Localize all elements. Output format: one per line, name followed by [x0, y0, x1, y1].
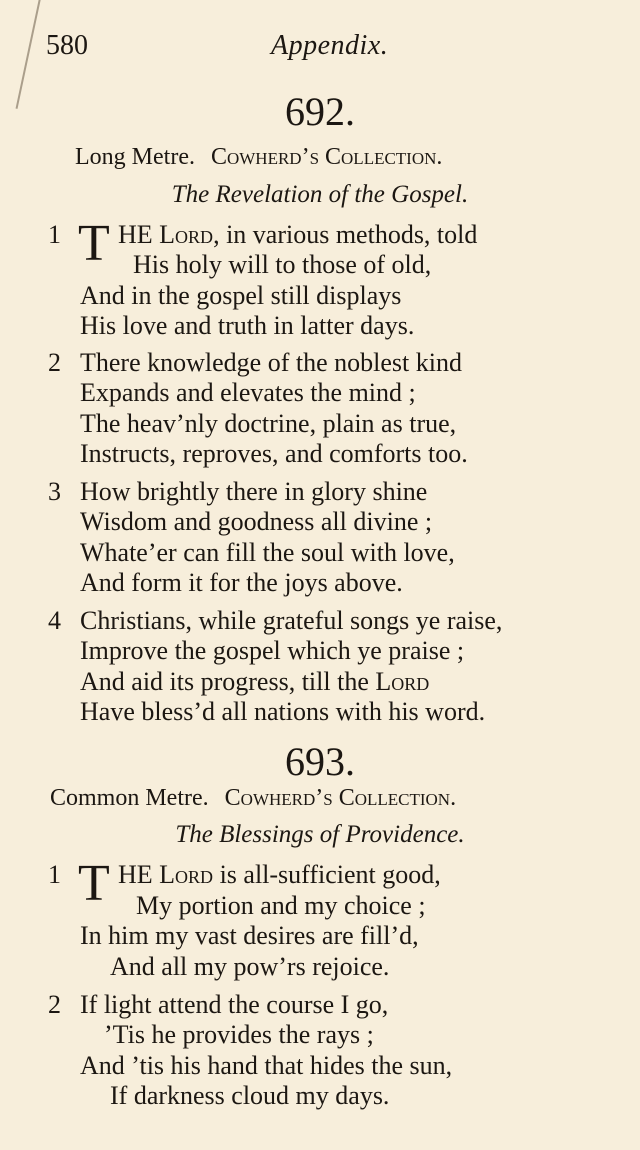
hymn-title: The Blessings of Providence.	[175, 821, 465, 848]
collection-name: Cowherd’s Collection.	[210, 144, 443, 170]
stanza-number: 3	[48, 477, 61, 506]
stanza-line: And ’tis his hand that hides the sun,	[80, 1051, 453, 1080]
stanza-line: Wisdom and goodness all divine ;	[80, 507, 433, 536]
stanza-line: Improve the gospel which ye praise ;	[80, 636, 465, 665]
page-number: 580	[46, 30, 88, 61]
small-caps-word: Lord	[159, 220, 214, 249]
stanza-number: 2	[48, 348, 61, 377]
hymn-number: 692.	[285, 89, 355, 134]
stanza-line: How brightly there in glory shine	[80, 477, 428, 506]
stanza-line: Have bless’d all nations with his word.	[80, 697, 486, 726]
hymn-meter-line	[50, 785, 456, 812]
meter-label: Long Metre.	[75, 144, 195, 170]
stanza-line: And aid its progress, till the Lord	[80, 667, 430, 696]
stanza-line: Expands and elevates the mind ;	[80, 378, 416, 407]
stanza-line: And in the gospel still displays	[80, 281, 402, 310]
drop-cap: T	[78, 215, 110, 272]
section-name: Appendix.	[271, 30, 389, 61]
collection-name: Cowherd’s Collection.	[224, 785, 457, 811]
hymn-title: The Revelation of the Gospel.	[171, 181, 469, 208]
stanza-number: 1	[48, 220, 61, 249]
stanza-line: In him my vast desires are fill’d,	[80, 921, 419, 950]
stanza-line: Whate’er can fill the soul with love,	[80, 538, 455, 567]
stanza-line: And all my pow’rs rejoice.	[110, 952, 390, 981]
stanza-line: The heav’nly doctrine, plain as true,	[80, 409, 457, 438]
stanza-line: Christians, while grateful songs ye raise,	[80, 606, 503, 635]
drop-cap: T	[78, 855, 110, 912]
small-caps-word: Lord	[159, 860, 214, 889]
stanza-line: HE Lord, in various methods, told	[118, 220, 478, 249]
stanza-line: And form it for the joys above.	[80, 568, 403, 597]
hymn-meter-line	[75, 144, 442, 171]
stanza-line: ’Tis he provides the rays ;	[104, 1020, 374, 1049]
small-caps-word: Lord	[375, 667, 430, 696]
stanza-number: 1	[48, 860, 61, 889]
stanza-line: There knowledge of the noblest kind	[80, 348, 462, 377]
stanza-line: If darkness cloud my days.	[110, 1081, 390, 1110]
hymn-number: 693.	[285, 739, 355, 784]
stanza-number: 4	[48, 606, 61, 635]
stanza-line: My portion and my choice ;	[136, 891, 426, 920]
running-head	[46, 30, 600, 70]
stanza-line: His holy will to those of old,	[133, 250, 432, 279]
stanza-line: HE Lord is all-sufficient good,	[118, 860, 441, 889]
stanza-number: 2	[48, 990, 61, 1019]
stanza-line: Instructs, reproves, and comforts too.	[80, 439, 468, 468]
stanza-line: If light attend the course I go,	[80, 990, 389, 1019]
stanza-line: His love and truth in latter days.	[80, 311, 415, 340]
meter-label: Common Metre.	[50, 785, 209, 811]
